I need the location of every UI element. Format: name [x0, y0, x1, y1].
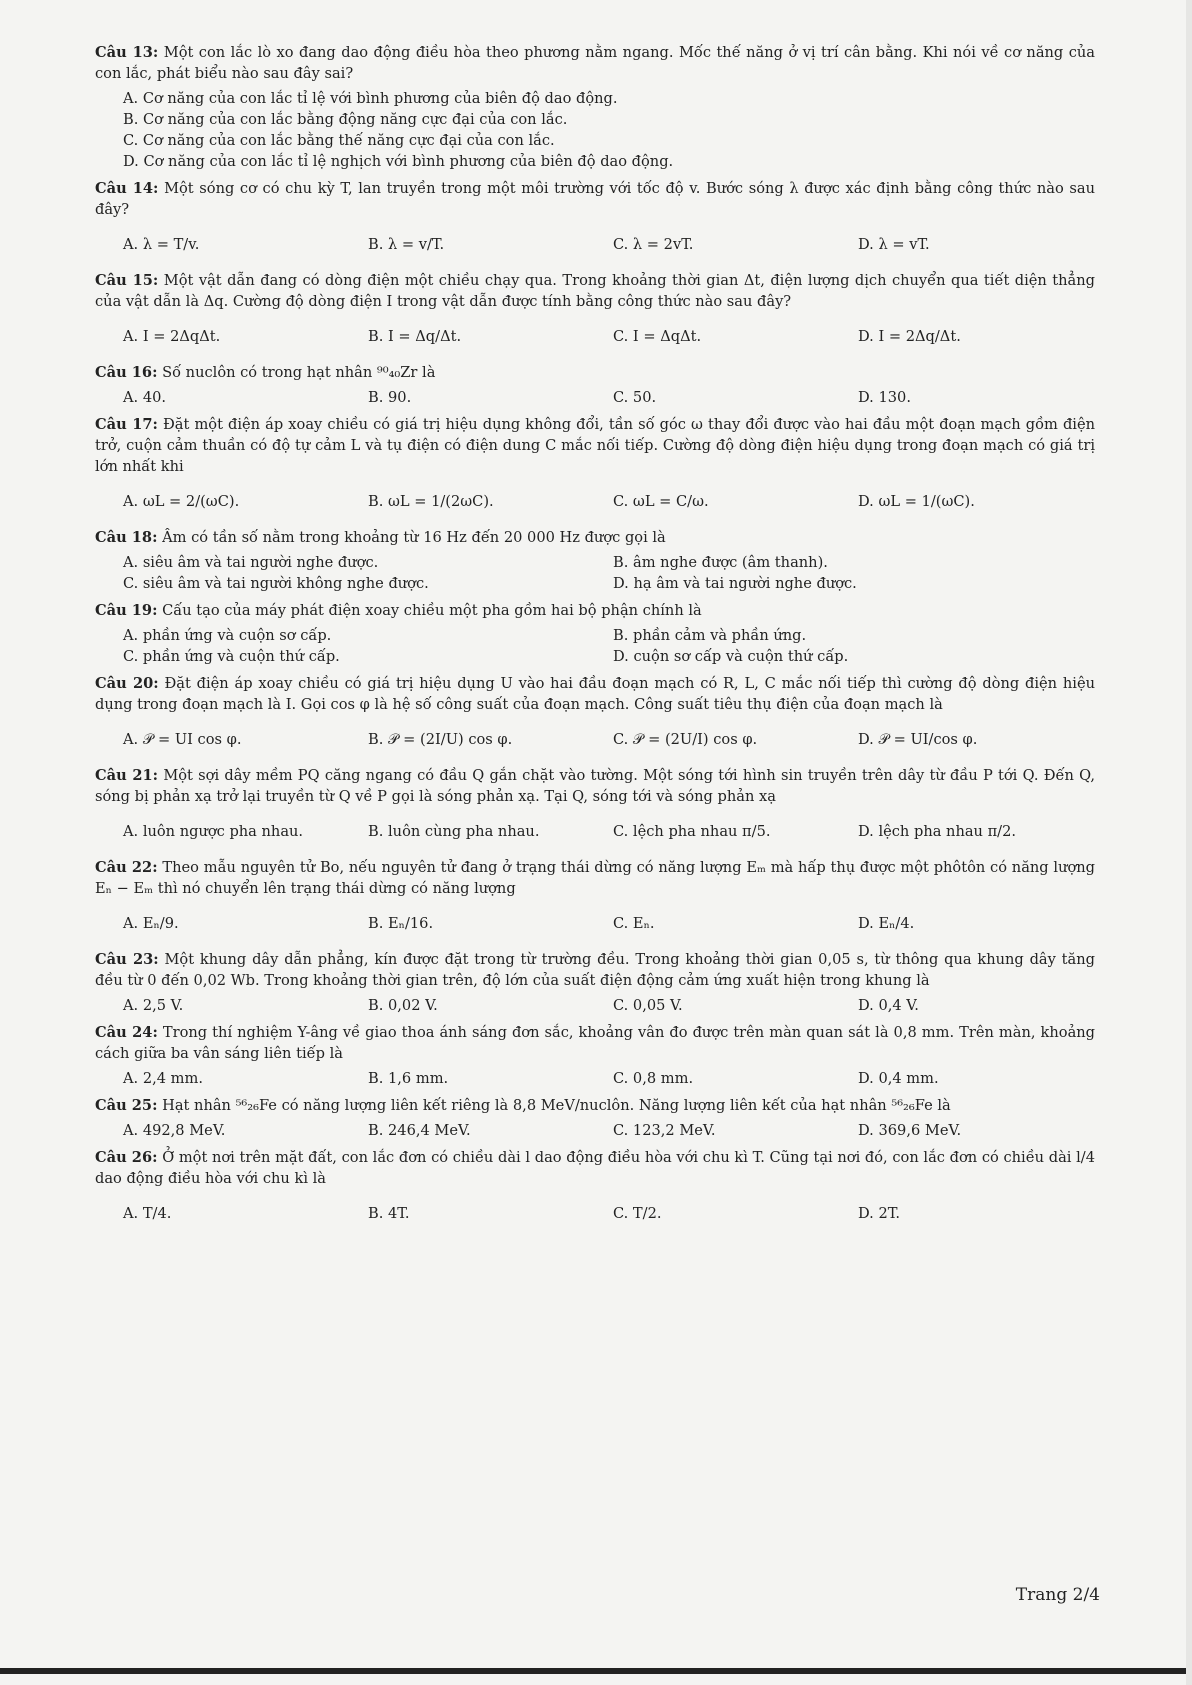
- question-13: [95, 42, 1095, 172]
- question-text: Hạt nhân ⁵⁶₂₆Fe có năng lượng liên kết riêng là 8,8 MeV/nuclôn. Năng lượng liên kết của hạt nhân ⁵⁶₂₆Fe là: [162, 1097, 951, 1114]
- option-a: A. 40.: [123, 389, 167, 406]
- question-stem: [95, 1095, 1095, 1116]
- question-stem: [95, 1022, 1095, 1064]
- question-text: Cấu tạo của máy phát điện xoay chiều một pha gồm hai bộ phận chính là: [162, 602, 702, 619]
- option-a: A. siêu âm và tai người nghe được.: [123, 554, 379, 571]
- question-26: [95, 1147, 1095, 1233]
- option-d: D. 𝒫 = UI/cos φ.: [858, 730, 978, 748]
- option-d: D. cuộn sơ cấp và cuộn thứ cấp.: [613, 648, 849, 665]
- question-15: [95, 270, 1095, 356]
- option-b: B. 4T.: [368, 1204, 410, 1222]
- option-c: C. 0,05 V.: [613, 997, 683, 1014]
- options: [123, 224, 1095, 264]
- question-text: Một con lắc lò xo đang dao động điều hòa theo phương nằm ngang. Mốc thế năng ở vị trí cân bằng. Khi nói về cơ năng của con lắc, phát biểu nào sau đây sai?: [95, 44, 1096, 82]
- option-c: C. siêu âm và tai người không nghe được.: [123, 575, 429, 592]
- option-c: C. λ = 2vT.: [613, 235, 694, 253]
- question-21: [95, 765, 1095, 851]
- question-number: Câu 17:: [95, 416, 158, 433]
- option-d: D. 369,6 MeV.: [858, 1122, 962, 1139]
- option-c: C. lệch pha nhau π/5.: [613, 822, 771, 840]
- options: [123, 625, 1095, 667]
- question-stem: [95, 765, 1095, 807]
- option-c: C. I = ΔqΔt.: [613, 327, 702, 345]
- option-b: B. Cơ năng của con lắc bằng động năng cực đại của con lắc.: [123, 111, 568, 128]
- question-stem: [95, 178, 1095, 220]
- option-b: B. âm nghe được (âm thanh).: [613, 554, 828, 571]
- option-b: B. phần cảm và phần ứng.: [613, 627, 807, 644]
- option-b: B. I = Δq/Δt.: [368, 327, 462, 345]
- option-a: A. I = 2ΔqΔt.: [123, 327, 221, 345]
- exam-page: [95, 42, 1095, 1239]
- option-b: B. 90.: [368, 389, 412, 406]
- option-a: A. T/4.: [123, 1204, 172, 1222]
- option-c: C. Cơ năng của con lắc bằng thế năng cực đại của con lắc.: [123, 132, 555, 149]
- option-c: C. 0,8 mm.: [613, 1070, 694, 1087]
- question-number: Câu 25:: [95, 1097, 158, 1114]
- option-a: A. Cơ năng của con lắc tỉ lệ với bình phương của biên độ dao động.: [123, 90, 618, 107]
- question-text: Đặt một điện áp xoay chiều có giá trị hiệu dụng không đổi, tần số góc ω thay đổi được vào hai đầu một đoạn mạch gồm điện trở, cuộn cảm thuần có độ tự cảm L và tụ điện có điện dung C mắc nối tiếp. Cường độ dòng điện hiệu dụng trong đoạn mạch có giá trị lớn nhất khi: [95, 416, 1095, 475]
- option-a: A. ωL = 2/(ωC).: [123, 492, 240, 510]
- options: [123, 811, 1095, 851]
- question-stem: [95, 600, 1095, 621]
- option-a: A. 𝒫 = UI cos φ.: [123, 730, 242, 748]
- option-a: A. 2,4 mm.: [123, 1070, 203, 1087]
- option-c: C. 123,2 MeV.: [613, 1122, 716, 1139]
- question-22: [95, 857, 1095, 943]
- question-number: Câu 19:: [95, 602, 158, 619]
- options: [123, 1193, 1095, 1233]
- question-stem: [95, 42, 1095, 84]
- option-d: D. Eₙ/4.: [858, 914, 915, 932]
- option-b: B. 𝒫 = (2I/U) cos φ.: [368, 730, 513, 748]
- question-stem: [95, 362, 1095, 383]
- scan-bottom-edge: [0, 1668, 1192, 1674]
- question-stem: [95, 857, 1095, 899]
- options: [123, 552, 1095, 594]
- question-18: [95, 527, 1095, 594]
- option-a: A. luôn ngược pha nhau.: [123, 822, 304, 840]
- question-number: Câu 15:: [95, 272, 159, 289]
- question-text: Trong thí nghiệm Y-âng về giao thoa ánh sáng đơn sắc, khoảng vân đo được trên màn quan sát là 0,8 mm. Trên màn, khoảng cách giữa ba vân sáng liên tiếp là: [95, 1024, 1096, 1062]
- option-b: B. luôn cùng pha nhau.: [368, 822, 540, 840]
- option-b: B. Eₙ/16.: [368, 914, 434, 932]
- option-c: C. Eₙ.: [613, 914, 655, 932]
- question-text: Một vật dẫn đang có dòng điện một chiều chạy qua. Trong khoảng thời gian Δt, điện lượng dịch chuyển qua tiết diện thẳng của vật dẫn là Δq. Cường độ dòng điện I trong vật dẫn được tính bằng công thức nào sau đây?: [95, 272, 1096, 310]
- question-number: Câu 22:: [95, 859, 158, 876]
- question-text: Ở một nơi trên mặt đất, con lắc đơn có chiều dài l dao động điều hòa với chu kì T. Cũng tại nơi đó, con lắc đơn có chiều dài l/4 dao động điều hòa với chu kì là: [95, 1149, 1096, 1187]
- question-number: Câu 21:: [95, 767, 159, 784]
- question-25: [95, 1095, 1095, 1141]
- options: [123, 719, 1095, 759]
- question-text: Một sóng cơ có chu kỳ T, lan truyền trong một môi trường với tốc độ v. Bước sóng λ được xác định bằng công thức nào sau đây?: [95, 180, 1095, 218]
- option-b: B. 0,02 V.: [368, 997, 438, 1014]
- page-number: Trang 2/4: [1015, 1585, 1100, 1605]
- question-number: Câu 24:: [95, 1024, 158, 1041]
- question-19: [95, 600, 1095, 667]
- question-number: Câu 16:: [95, 364, 158, 381]
- option-d: D. ωL = 1/(ωC).: [858, 492, 975, 510]
- question-text: Số nuclôn có trong hạt nhân ⁹⁰₄₀Zr là: [162, 364, 436, 381]
- option-c: C. 𝒫 = (2U/I) cos φ.: [613, 730, 758, 748]
- option-b: B. λ = v/T.: [368, 235, 445, 253]
- option-c: C. 50.: [613, 389, 657, 406]
- options: [123, 903, 1095, 943]
- option-d: D. 130.: [858, 389, 911, 406]
- question-16: [95, 362, 1095, 408]
- option-c: C. T/2.: [613, 1204, 662, 1222]
- option-c: C. ωL = C/ω.: [613, 492, 709, 510]
- question-text: Một sợi dây mềm PQ căng ngang có đầu Q gắn chặt vào tường. Một sóng tới hình sin truyền trên dây từ đầu P tới Q. Đến Q, sóng bị phản xạ trở lại truyền từ Q về P gọi là sóng phản xạ. Tại Q, sóng tới và sóng phản xạ: [95, 767, 1095, 805]
- question-stem: [95, 414, 1095, 477]
- option-d: D. lệch pha nhau π/2.: [858, 822, 1017, 840]
- question-text: Đặt điện áp xoay chiều có giá trị hiệu dụng U vào hai đầu đoạn mạch có R, L, C mắc nối tiếp thì cường độ dòng điện hiệu dụng trong đoạn mạch là I. Gọi cos φ là hệ số công suất của đoạn mạch. Công suất tiêu thụ điện của đoạn mạch là: [95, 675, 1095, 713]
- question-number: Câu 18:: [95, 529, 158, 546]
- option-d: D. 0,4 V.: [858, 997, 919, 1014]
- question-24: [95, 1022, 1095, 1089]
- question-stem: [95, 527, 1095, 548]
- question-23: [95, 949, 1095, 1016]
- question-text: Âm có tần số nằm trong khoảng từ 16 Hz đến 20 000 Hz được gọi là: [162, 529, 666, 546]
- options: [123, 1120, 1095, 1141]
- question-stem: [95, 270, 1095, 312]
- option-a: A. Eₙ/9.: [123, 914, 179, 932]
- question-number: Câu 26:: [95, 1149, 158, 1166]
- options: [123, 1068, 1095, 1089]
- option-d: D. λ = vT.: [858, 235, 930, 253]
- options: [123, 481, 1095, 521]
- option-d: D. hạ âm và tai người nghe được.: [613, 575, 857, 592]
- option-c: C. phần ứng và cuộn thứ cấp.: [123, 648, 340, 665]
- option-d: D. Cơ năng của con lắc tỉ lệ nghịch với bình phương của biên độ dao động.: [123, 153, 674, 170]
- question-17: [95, 414, 1095, 521]
- option-b: B. 1,6 mm.: [368, 1070, 449, 1087]
- option-a: A. λ = T/v.: [123, 235, 200, 253]
- question-number: Câu 14:: [95, 180, 159, 197]
- option-b: B. 246,4 MeV.: [368, 1122, 471, 1139]
- options: [123, 88, 1095, 172]
- option-d: D. 0,4 mm.: [858, 1070, 939, 1087]
- question-stem: [95, 673, 1095, 715]
- options: [123, 995, 1095, 1016]
- options: [123, 316, 1095, 356]
- question-number: Câu 13:: [95, 44, 159, 61]
- question-stem: [95, 1147, 1095, 1189]
- question-text: Một khung dây dẫn phẳng, kín được đặt trong từ trường đều. Trong khoảng thời gian 0,05 s, từ thông qua khung dây tăng đều từ 0 đến 0,02 Wb. Trong khoảng thời gian trên, độ lớn của suất điện động cảm ứng xuất hiện trong khung là: [95, 951, 1095, 989]
- option-a: A. 2,5 V.: [123, 997, 184, 1014]
- question-20: [95, 673, 1095, 759]
- option-b: B. ωL = 1/(2ωC).: [368, 492, 494, 510]
- question-14: [95, 178, 1095, 264]
- question-stem: [95, 949, 1095, 991]
- question-number: Câu 23:: [95, 951, 159, 968]
- question-number: Câu 20:: [95, 675, 159, 692]
- options: [123, 387, 1095, 408]
- option-a: A. phần ứng và cuộn sơ cấp.: [123, 627, 332, 644]
- option-a: A. 492,8 MeV.: [123, 1122, 226, 1139]
- option-d: D. I = 2Δq/Δt.: [858, 327, 961, 345]
- question-text: Theo mẫu nguyên tử Bo, nếu nguyên tử đang ở trạng thái dừng có năng lượng Eₘ mà hấp thụ được một phôtôn có năng lượng Eₙ − Eₘ thì nó chuyển lên trạng thái dừng có năng lượng: [95, 859, 1096, 897]
- option-d: D. 2T.: [858, 1204, 900, 1222]
- scan-right-edge: [1186, 0, 1192, 1685]
